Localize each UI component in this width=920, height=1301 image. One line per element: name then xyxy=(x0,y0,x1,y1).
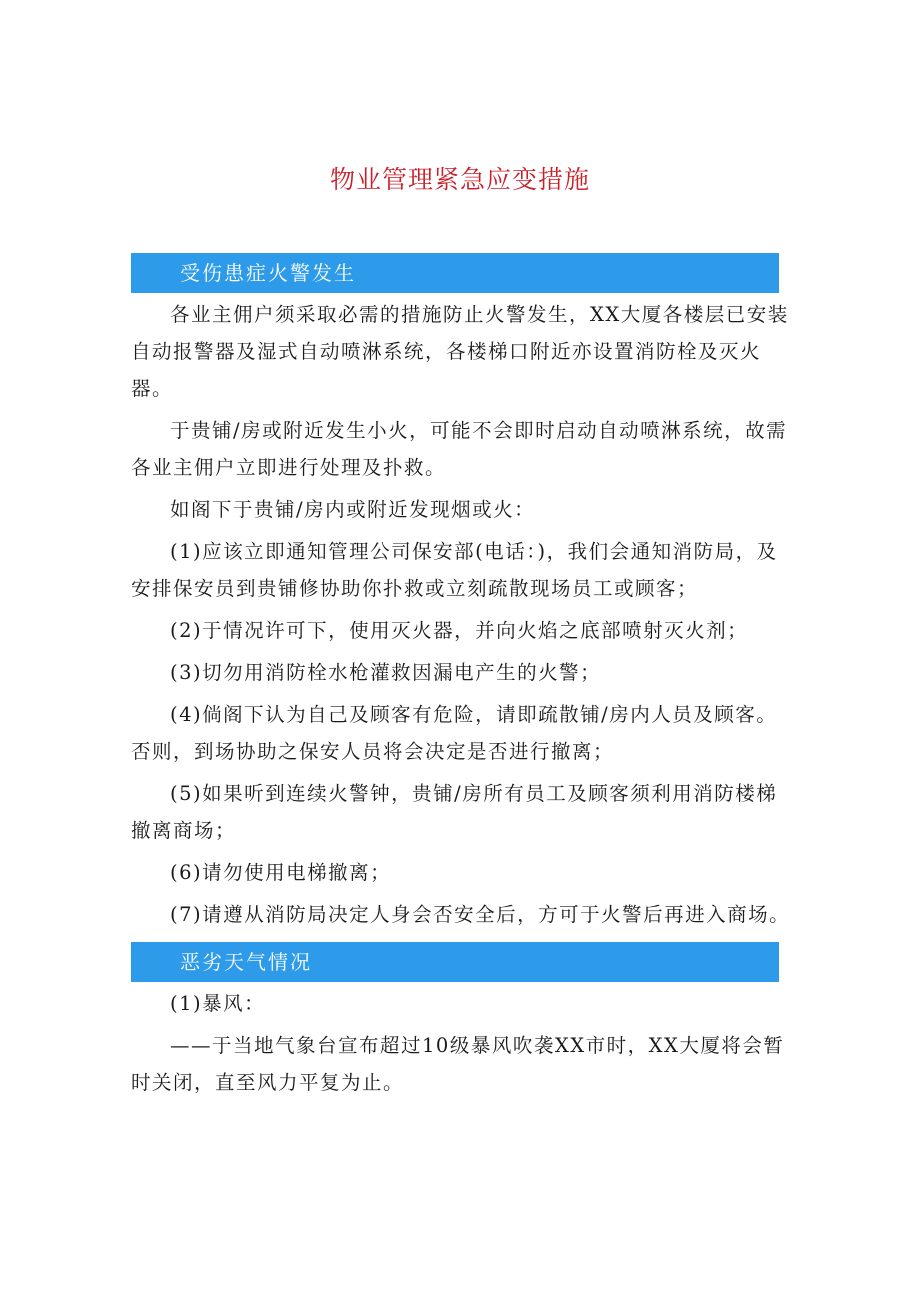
list-item: (2)于情况许可下，使用灭火器，并向火焰之底部喷射灭火剂； xyxy=(170,619,749,642)
list-item: (3)切勿用消防栓水枪灌救因漏电产生的火警； xyxy=(170,661,602,684)
list-item: (7)请遵从消防局决定人身会否安全后，方可于火警后再进入商场。 xyxy=(170,903,791,926)
section-body-weather xyxy=(131,985,791,1106)
list-item: (4)倘阁下认为自己及顾客有危险，请即疏散铺/房内人员及顾客。否则，到场协助之保安人员将会决定是否进行撤离； xyxy=(131,703,778,763)
paragraph: ——于当地气象台宣布超过10级暴风吹袭XX市时，XX大厦将会暂时关闭，直至风力平复为止。 xyxy=(131,1034,785,1094)
paragraph: 于贵铺/房或附近发生小火，可能不会即时启动自动喷淋系统，故需各业主佣户立即进行处理及扑救。 xyxy=(131,419,788,479)
section-heading-weather: 恶劣天气情况 xyxy=(131,942,779,982)
paragraph: 如阁下于贵铺/房内或附近发现烟或火： xyxy=(170,498,536,521)
list-item: (5)如果听到连续火警钟，贵铺/房所有员工及顾客须利用消防楼梯撤离商场； xyxy=(131,782,778,842)
list-item: (1)应该立即通知管理公司保安部(电话：)，我们会通知消防局，及安排保安员到贵铺修协助你扑救或立刻疏散现场员工或顾客； xyxy=(131,540,778,600)
list-item: (1)暴风： xyxy=(170,992,266,1015)
list-item: (6)请勿使用电梯撤离； xyxy=(170,861,392,884)
document-title: 物业管理紧急应变措施 xyxy=(329,165,590,194)
section-body-fire xyxy=(131,296,791,938)
section-heading-fire: 受伤患症火警发生 xyxy=(131,253,779,293)
paragraph: 各业主佣户须采取必需的措施防止火警发生，XX大厦各楼层已安装自动报警器及湿式自动喷淋系统，各楼梯口附近亦设置消防栓及灭火器。 xyxy=(131,303,789,400)
